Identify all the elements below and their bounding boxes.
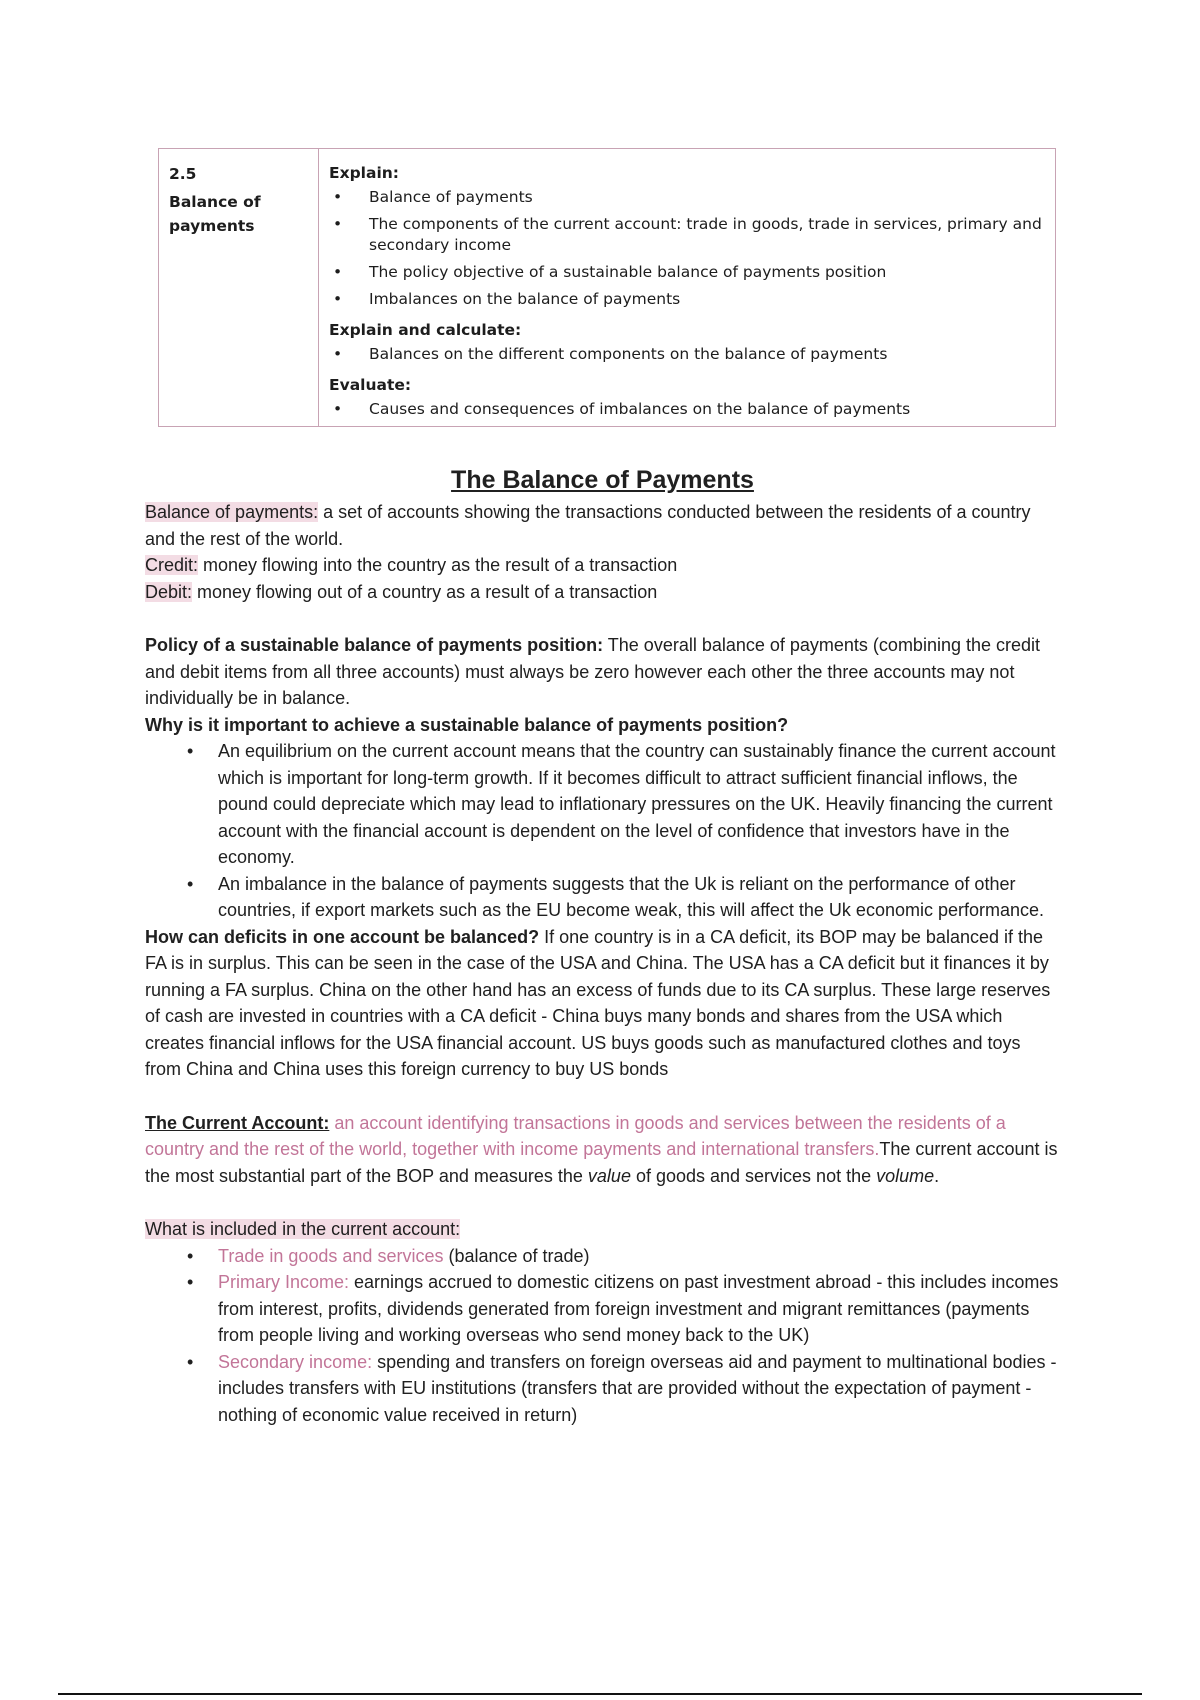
list-item: • An equilibrium on the current account means that the country can sustainably finance the current account which is important for long-term growth. If it becomes difficult to attract sufficient financial inflows, the pound could depreciate which may lead to inflationary pressures on the UK. Heavily financing the current account with the financial account is dependent on the level of confidence that investors have in the economy. [145, 738, 1060, 871]
bullet-icon: • [333, 290, 343, 308]
list-item: • Imbalances on the balance of payments [333, 290, 681, 308]
bullet-icon: • [187, 873, 194, 894]
list-item: • Balances on the different components on the balance of payments [333, 345, 888, 363]
included-heading-line [145, 1216, 1060, 1243]
spec-topic-cell [159, 149, 319, 427]
included-heading: What is included in the current account: [145, 1219, 461, 1239]
policy-heading: Policy of a sustainable balance of payments position: [145, 635, 604, 655]
list-item: • Trade in goods and services (balance of trade) [145, 1243, 1060, 1270]
list-item: • Primary Income: earnings accrued to domestic citizens on past investment abroad - this includes incomes from interest, profits, dividends generated from foreign investment and migrant remittances (payments from people living and working overseas who send money back to the UK) [145, 1269, 1060, 1349]
credit-definition: Credit: money flowing into the country as the result of a transaction [145, 555, 678, 575]
page-divider [58, 1693, 1142, 1695]
list-item: • Secondary income: spending and transfers on foreign overseas aid and payment to multinational bodies - includes transfers with EU institutions (transfers that are provided without the expectation of payment - nothing of economic value received in return) [145, 1349, 1060, 1429]
page-title: The Balance of Payments [451, 466, 754, 494]
bullet-icon: • [187, 1351, 194, 1372]
policy-paragraph: Policy of a sustainable balance of payments position: The overall balance of payments (combining the credit and debit items from all three accounts) must always be zero however each other the three accounts may not individually be in balance. [145, 635, 1041, 708]
calc-heading: Explain and calculate: [329, 321, 522, 339]
spec-code: 2.5 [169, 165, 197, 183]
spec-objectives-cell [319, 149, 1056, 427]
list-item: • The components of the current account: trade in goods, trade in services, primary and secondary income [333, 215, 1042, 254]
list-item: • Causes and consequences of imbalances on the balance of payments [333, 400, 911, 418]
explain-list [329, 187, 1047, 310]
policy-bullets [145, 738, 1060, 924]
bullet-icon: • [187, 741, 194, 761]
list-item: • The policy objective of a sustainable balance of payments position [333, 263, 887, 281]
bop-definition: Balance of payments: a set of accounts showing the transactions conducted between the residents of a country and the rest of the world. [145, 502, 1031, 549]
current-account-paragraph: The Current Account: an account identifying transactions in goods and services between the residents of a country and the rest of the world, together with income payments and international transfers.The current account is the most substantial part of the BOP and measures the value of goods and services not the volume. [145, 1112, 1058, 1186]
debit-term: Debit: [145, 581, 193, 602]
bullet-icon: • [187, 1245, 194, 1266]
list-item: • An imbalance in the balance of payments suggests that the Uk is reliant on the performance of other countries, if export markets such as the EU become weak, this will affect the Uk economic performance. [145, 871, 1060, 924]
spec-topic: Balance of payments [169, 193, 261, 235]
bullet-icon: • [333, 345, 343, 363]
bullet-icon: • [333, 400, 343, 418]
policy-question: Why is it important to achieve a sustainable balance of payments position? [145, 714, 789, 735]
bop-term: Balance of payments: [145, 502, 319, 522]
current-account-heading: The Current Account: [145, 1112, 330, 1133]
bullet-icon: • [333, 188, 343, 206]
notes-body [145, 465, 1060, 1428]
current-account-items [145, 1243, 1060, 1429]
bullet-icon: • [187, 1272, 194, 1292]
credit-term: Credit: [145, 555, 199, 575]
evaluate-list [329, 399, 1047, 420]
bullet-icon: • [333, 215, 343, 233]
deficits-paragraph: How can deficits in one account be balanced? If one country is in a CA deficit, its BOP may be balanced if the FA is in surplus. This can be seen in the case of the USA and China. The USA has a CA deficit but it finances it by running a FA surplus. China on the other hand has an excess of funds due to its CA surplus. These large reserves of cash are invested in countries with a CA deficit - China buys many bonds and shares from the USA which creates financial inflows for the USA financial account. US buys goods such as manufactured clothes and toys from China and China uses this foreign currency to buy US bonds [145, 926, 1051, 1079]
list-item: • Balance of payments [333, 188, 533, 206]
bullet-icon: • [333, 263, 343, 281]
deficits-question: How can deficits in one account be balanced? [145, 926, 540, 947]
debit-definition: Debit: money flowing out of a country as a result of a transaction [145, 581, 658, 602]
spec-table [158, 148, 1056, 427]
evaluate-heading: Evaluate: [329, 376, 412, 394]
calc-list [329, 344, 1047, 365]
current-account-definition: an account identifying transactions in goods and services between the residents of a country and the rest of the world, together with income payments and international transfers. [145, 1112, 1006, 1159]
explain-heading: Explain: [329, 164, 399, 182]
